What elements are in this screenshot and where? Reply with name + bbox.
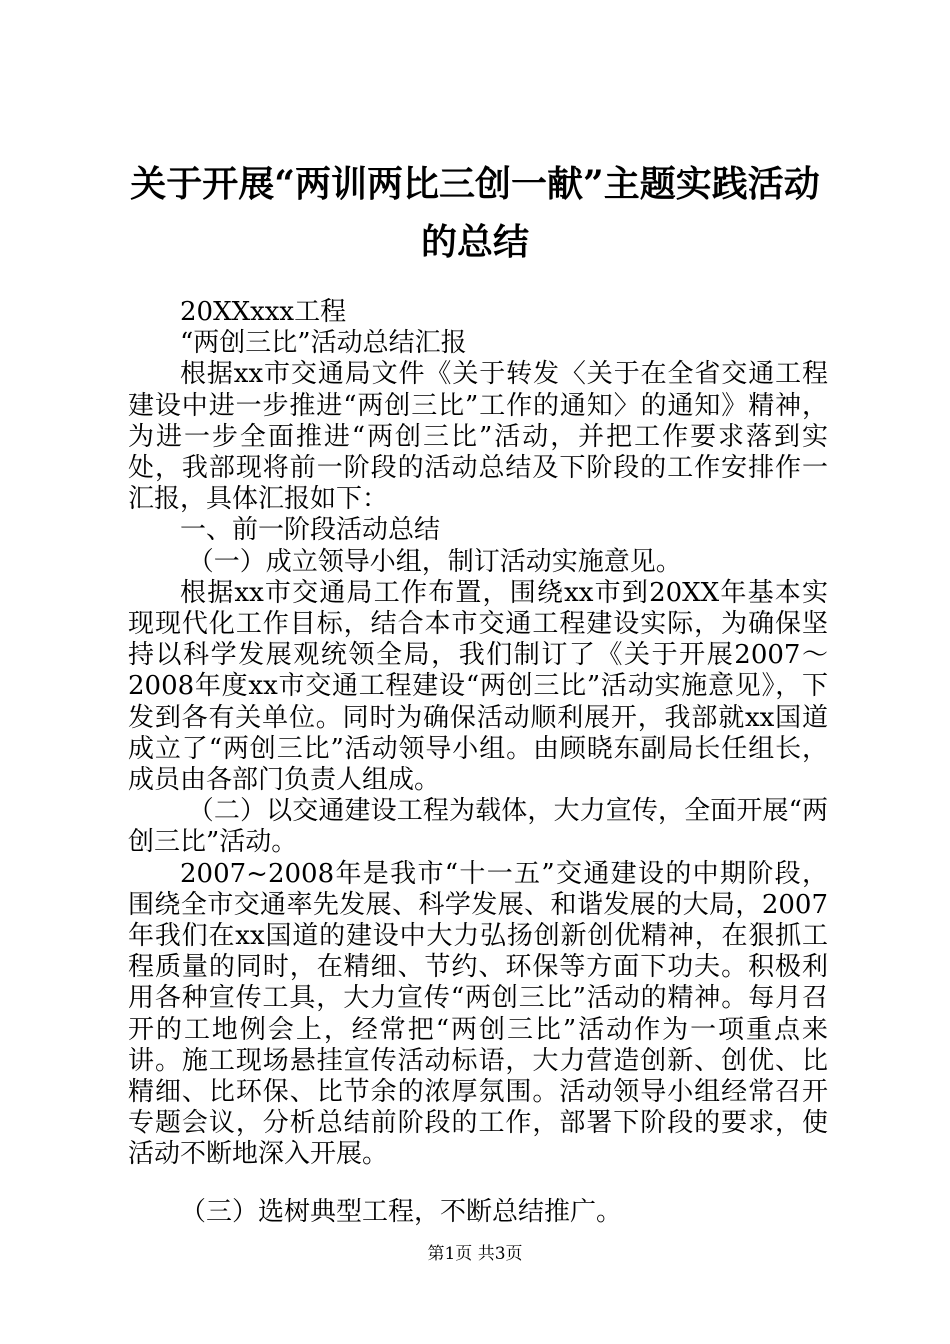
project-name: 20XXxxx工程 [180, 297, 347, 327]
subsection-heading-3: （三）选树典型工程，不断总结推广。 [180, 1196, 623, 1227]
subsection-heading-1: （一）成立领导小组，制订活动实施意见。 [187, 546, 682, 577]
document-body [128, 297, 828, 1228]
intro-paragraph: 根据xx市交通局文件《关于转发〈关于在全省交通工程建设中进一步推进“两创三比”工作的通知〉的通知》精神，为进一步全面推进“两创三比”活动，并把工作要求落到实处，我部现将前一阶段的活动总结及下阶段的工作安排作一汇报，具体汇报如下： [128, 359, 828, 515]
subsection-heading-2: （二）以交通建设工程为载体，大力宣传，全面开展“两创三比”活动。 [128, 796, 828, 858]
report-subtitle: “两创三比”活动总结汇报 [180, 328, 467, 359]
subsection-2-paragraph: 2007~2008年是我市“十一五”交通建设的中期阶段，围绕全市交通率先发展、科学发展、和谐发展的大局，2007年我们在xx国道的建设中大力弘扬创新创优精神，在狠抓工程质量的同时，在精细、节约、环保等方面下功夫。积极利用各种宣传工具，大力宣传“两创三比”活动的精神。每月召开的工地例会上，经常把“两创三比”活动作为一项重点来讲。施工现场悬挂宣传活动标语，大力营造创新、创优、比精细、比环保、比节余的浓厚氛围。活动领导小组经常召开专题会议，分析总结前阶段的工作，部署下阶段的要求，使活动不断地深入开展。 [128, 858, 828, 1170]
section-heading-1: 一、前一阶段活动总结 [180, 515, 441, 546]
page-footer: 第1页 共3页 [427, 1244, 523, 1264]
document-title-line-1: 关于开展“两训两比三创一献”主题实践活动 [130, 163, 820, 205]
subsection-1-paragraph: 根据xx市交通局工作布置，围绕xx市到20XX年基本实现现代化工作目标，结合本市交通工程建设实际，为确保坚持以科学发展观统领全局，我们制订了《关于开展2007～2008年度xx市交通工程建设“两创三比”活动实施意见》，下发到各有关单位。同时为确保活动顺利展开，我部就xx国道成立了“两创三比”活动领导小组。由顾晓东副局长任组长，成员由各部门负责人组成。 [128, 577, 828, 796]
document-title-line-2: 的总结 [420, 221, 529, 263]
